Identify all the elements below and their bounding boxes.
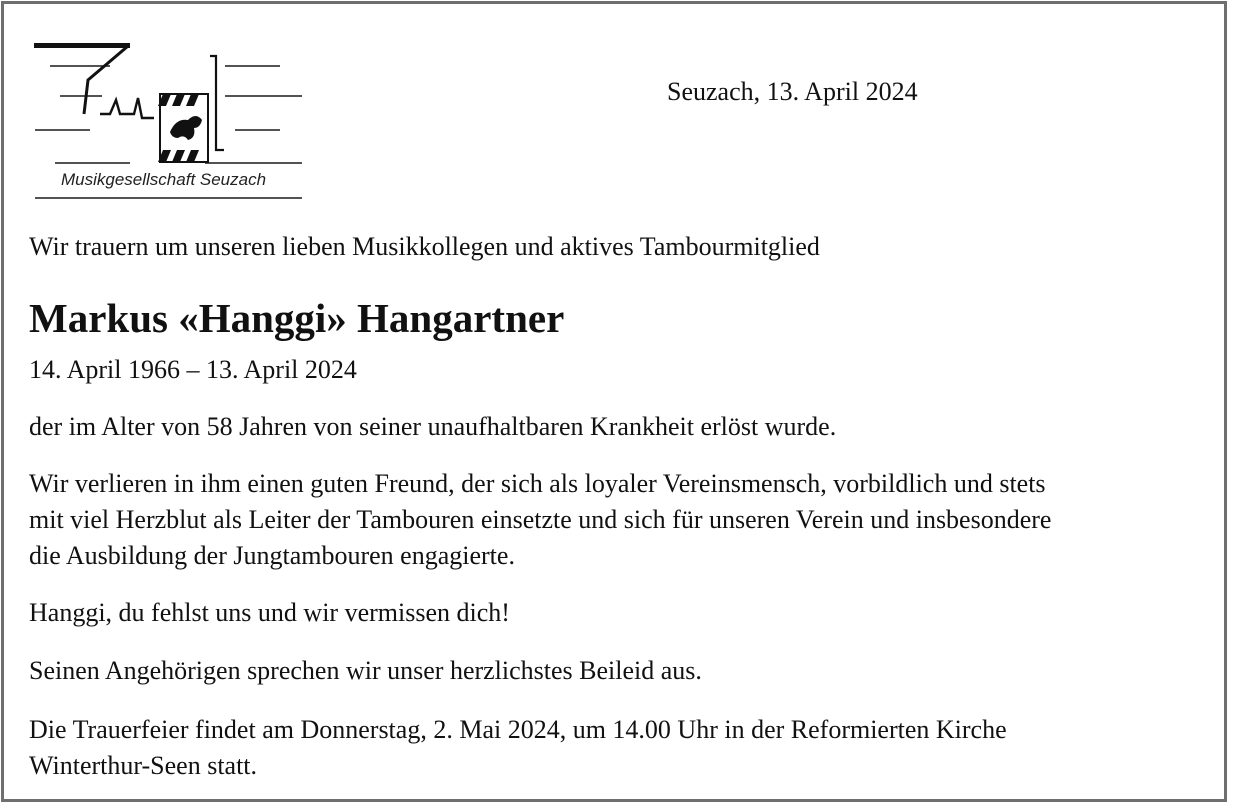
paragraph-condolences: Seinen Angehörigen sprechen wir unser herzlichstes Beileid aus.	[29, 656, 702, 685]
paragraph-ceremony	[29, 712, 1007, 784]
logo-caption: Musikgesellschaft Seuzach	[61, 170, 267, 189]
place-date: Seuzach, 13. April 2024	[667, 77, 918, 106]
music-society-logo	[30, 40, 306, 202]
life-dates: 14. April 1966 – 13. April 2024	[29, 355, 357, 384]
paragraph-ceremony-line: Winterthur-Seen statt.	[29, 751, 258, 780]
paragraph-tribute-line: die Ausbildung der Jungtambouren engagierte.	[29, 541, 515, 570]
obituary-notice	[1, 1, 1227, 802]
paragraph-farewell: Hanggi, du fehlst uns und wir vermissen dich!	[29, 598, 510, 627]
paragraph-tribute	[29, 466, 1051, 574]
paragraph-ceremony-line: Die Trauerfeier findet am Donnerstag, 2. Mai 2024, um 14.00 Uhr in der Reformierten Kirche	[29, 715, 1007, 744]
paragraph-tribute-line: mit viel Herzblut als Leiter der Tambouren einsetzte und sich für unseren Verein und insbesondere	[29, 505, 1052, 534]
paragraph-passing: der im Alter von 58 Jahren von seiner unaufhaltbaren Krankheit erlöst wurde.	[29, 412, 837, 441]
intro-line: Wir trauern um unseren lieben Musikkollegen und aktives Tambourmitglied	[29, 232, 820, 261]
paragraph-tribute-line: Wir verlieren in ihm einen guten Freund, der sich als loyaler Vereinsmensch, vorbildlich und stets	[29, 469, 1046, 498]
deceased-name: Markus «Hanggi» Hangartner	[29, 295, 565, 341]
